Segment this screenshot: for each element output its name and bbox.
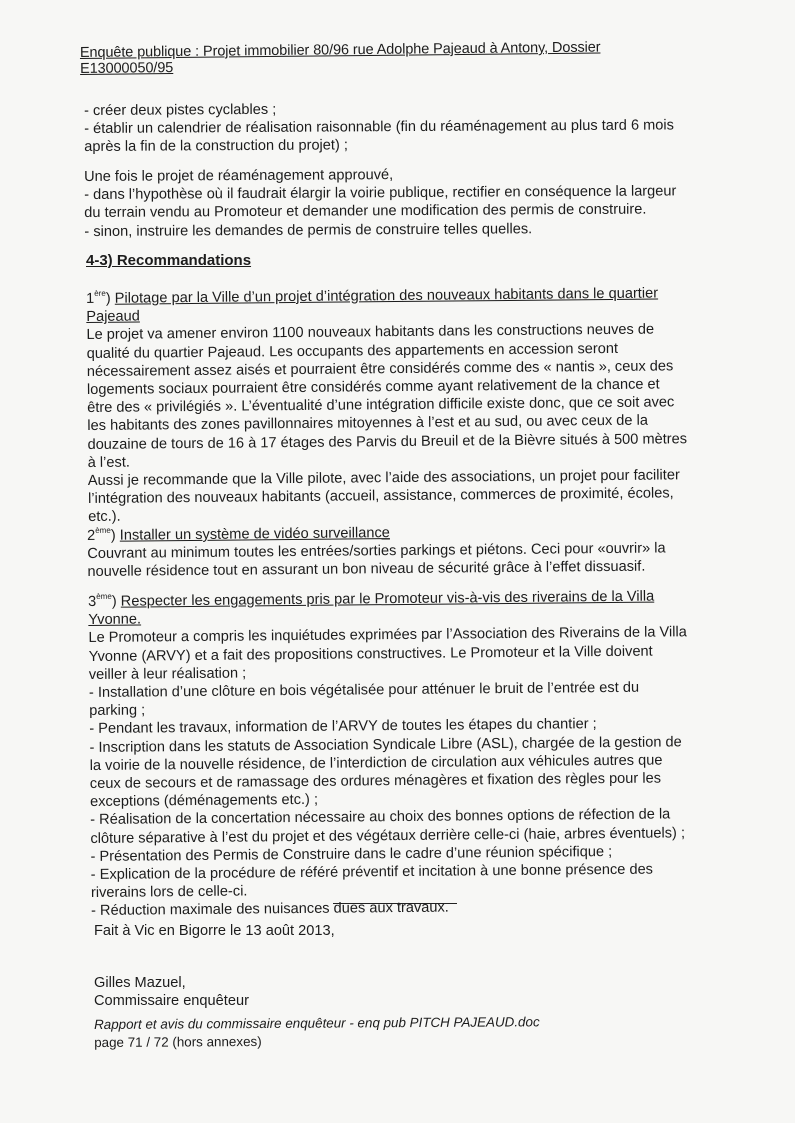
section-title: 4-3) Recommandations — [86, 252, 252, 269]
rec3-line: - Réduction maximale des nuisances dues aux travaux. — [91, 900, 449, 920]
divider-line — [333, 903, 457, 904]
signature-block — [94, 974, 249, 1010]
rec3-line: parking ; — [89, 702, 146, 720]
rec3-line: - Inscription dans les statuts de Association Syndicale Libre (ASL), chargée de la gestion de — [89, 733, 682, 756]
rec3-line: - Réalisation de la concertation nécessaire au choix des bonnes options de réfection de la — [90, 806, 671, 829]
rec3-line: - Explication de la procédure de référé préventif et incitation à une bonne présence des — [90, 861, 654, 884]
approved-line: Une fois le projet de réaménagement approuvé, — [84, 167, 394, 185]
rec2-title: Installer un système de vidéo surveillance — [119, 525, 390, 544]
rec1-line: etc.). — [88, 509, 121, 526]
rec1-line: nécessairement assez aisés et pourraient être considérés comme des « nantis », ceux des — [86, 358, 674, 380]
rec1-ordinal: ère — [94, 288, 106, 298]
rec3-line: veiller à leur réalisation ; — [88, 665, 247, 683]
intro-line: après la fin de la construction du projet) ; — [84, 137, 348, 156]
intro-list — [84, 98, 674, 156]
rec3-line: - Installation d’une clôture en bois végétalisée pour atténuer le bruit de l’entrée est du — [88, 679, 640, 702]
approved-paragraph — [84, 164, 677, 240]
page-footer — [94, 1013, 540, 1051]
recommendation-3 — [88, 582, 690, 920]
rec1-line: être des « privilégiés ». L’éventualité d’une intégration difficile existe donc, que ce soit avec — [87, 394, 675, 417]
footer-page-number: page 71 / 72 (hors annexes) — [94, 1033, 262, 1050]
signature-name: Gilles Mazuel, — [94, 975, 186, 991]
rec1-line: qualité du quartier Pajeaud. Les occupants des appartements en accession seront — [86, 340, 619, 362]
rec1-line: Le projet va amener environ 1100 nouveaux habitants dans les constructions neuves de — [86, 321, 655, 344]
rec1-line: logements sociaux pourraient être considérés comme ayant relativement de la chance et — [86, 376, 660, 399]
approved-line: - dans l’hypothèse où il faudrait élargir la voirie publique, rectifier en conséquence la largeur — [84, 183, 677, 204]
rec2-line: nouvelle résidence tout en assurant un bon niveau de sécurité grâce à l’effet dissuasif. — [87, 559, 646, 581]
intro-line: - établir un calendrier de réalisation raisonnable (fin du réaménagement au plus tard 6 mois — [84, 117, 674, 138]
rec1-line: douzaine de tours de 16 à 17 étages des Parvis du Breuil et de la Bièvre situés à 500 mètres — [87, 430, 688, 453]
rec1-line: l’intégration des nouveaux habitants (accueil, assistance, commerces de proximité, écoles, — [87, 485, 674, 508]
rec1-line: Aussi je recommande que la Ville pilote, avec l’aide des associations, un projet pour faciliter — [87, 467, 680, 490]
recommendation-1 — [86, 279, 688, 526]
rec3-line: riverains lors de celle-ci. — [90, 883, 248, 902]
signature-role: Commissaire enquêteur — [94, 993, 249, 1010]
rec1-line: les habitants des zones pavillonnaires mitoyennes à l’est et au sud, ou avec ceux de la — [87, 413, 648, 435]
rec3-line: ceux de secours et de ramassage des ordures ménagères et fixation des règles pour les — [89, 770, 662, 793]
rec1-title: Pilotage par la Ville d’un projet d’intégration des nouveaux habitants dans le quartier — [114, 285, 659, 307]
rec2-ordinal: ème — [95, 525, 111, 535]
rec3-line: Le Promoteur a compris les inquiétudes exprimées par l’Association des Riverains de la Villa — [88, 624, 687, 647]
rec2-paren: ) — [110, 527, 116, 544]
approved-line: - sinon, instruire les demandes de permis de construire telles quelles. — [84, 220, 533, 240]
rec3-line: exceptions (déménagements etc.) ; — [89, 792, 319, 811]
rec1-line: à l’est. — [87, 454, 130, 471]
rec2-line: Couvrant au minimum toutes les entrées/sorties parkings et piétons. Ceci pour «ouvrir» la — [87, 540, 666, 563]
rec2-number: 2 — [87, 527, 96, 544]
rec1-paren: ) — [105, 290, 111, 307]
rec3-number: 3 — [88, 593, 97, 610]
rec1-number: 1 — [86, 290, 95, 307]
rec3-ordinal: ème — [96, 591, 112, 601]
rec3-line: Yvonne (ARVY) et a fait des propositions constructives. Le Promoteur et la Ville doivent — [88, 643, 653, 665]
intro-line: - créer deux pistes cyclables ; — [84, 101, 277, 119]
page-header: Enquête publique : Projet immobilier 80/96 rue Adolphe Pajeaud à Antony, Dossier E13000050/95 — [79, 39, 601, 77]
rec3-title-cont: Yvonne. — [88, 611, 142, 629]
rec3-title: Respecter les engagements pris par le Promoteur vis-à-vis des riverains de la Villa — [120, 588, 655, 610]
recommendation-2 — [87, 516, 666, 581]
rec3-line: - Présentation des Permis de Construire dans le cadre d’une réunion spécifique ; — [90, 843, 613, 865]
rec3-line: - Pendant les travaux, information de l’ARVY de toutes les étapes du chantier ; — [89, 716, 597, 738]
approved-line: du terrain vendu au Promoteur et demander une modification des permis de construire. — [84, 201, 647, 222]
footer-doc-name: Rapport et avis du commissaire enquêteur - enq pub PITCH PAJEAUD.doc — [94, 1014, 540, 1032]
closing-line: Fait à Vic en Bigorre le 13 août 2013, — [94, 923, 335, 939]
rec3-paren: ) — [111, 593, 117, 610]
rec3-line: clôture séparative à l’est du projet et des végétaux derrière celle-ci (haie, arbres éventuels) ; — [90, 824, 686, 847]
rec1-title-cont: Pajeaud — [86, 308, 140, 326]
rec3-line: la voirie de la nouvelle résidence, de l’interdiction de circulation aux véhicules autres que — [89, 752, 663, 774]
